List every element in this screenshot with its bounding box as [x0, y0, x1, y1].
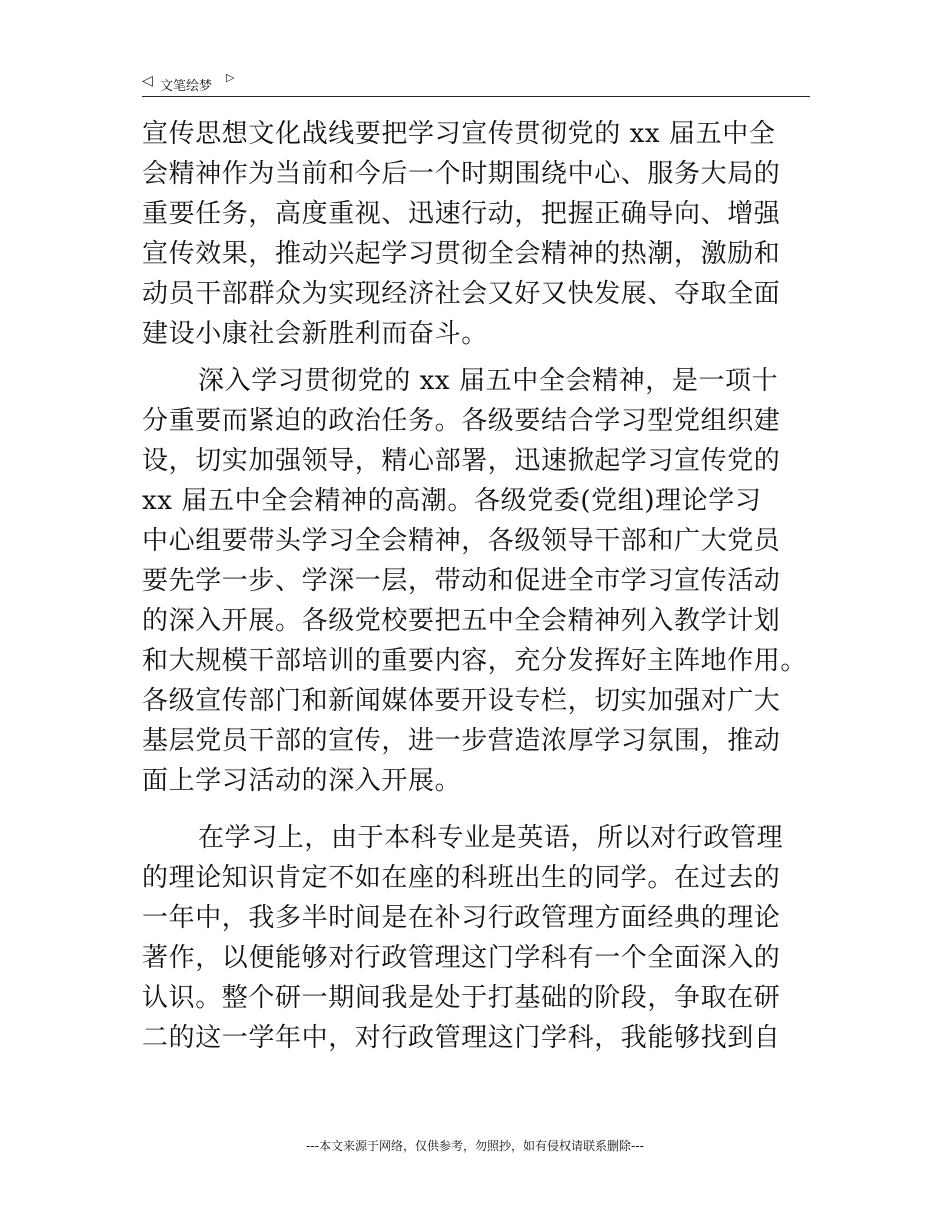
paragraph-2-line: 分重要而紧迫的政治任务。各级要结合学习型党组织建 — [142, 406, 781, 436]
paragraph-3-line: 一年中，我多半时间是在补习行政管理方面经典的理论 — [142, 903, 781, 933]
paragraph-2-line: 基层党员干部的宣传，进一步营造浓厚学习氛围，推动 — [142, 726, 781, 756]
paragraph-1-line: 重要任务，高度重视、迅速行动，把握正确导向、增强 — [142, 199, 781, 229]
paragraph-3-line: 在学习上，由于本科专业是英语，所以对行政管理 — [198, 823, 784, 853]
paragraph-2-line: 各级宣传部门和新闻媒体要开设专栏，切实加强对广大 — [142, 686, 781, 716]
paragraph-1-line: 建设小康社会新胜利而奋斗。 — [142, 319, 488, 349]
paragraph-2-line: xx 届五中全会精神的高潮。各级党委(党组)理论学习 — [142, 486, 762, 516]
paragraph-3-line: 的理论知识肯定不如在座的科班出生的同学。在过去的 — [142, 863, 781, 893]
paragraph-2-line: 面上学习活动的深入开展。 — [142, 766, 462, 796]
header-brand: 文笔绘梦 — [160, 79, 213, 94]
paragraph-2-line: 设，切实加强领导，精心部署，迅速掀起学习宣传党的 — [142, 446, 781, 476]
paragraph-1-line: 会精神作为当前和今后一个时期围绕中心、服务大局的 — [142, 159, 781, 189]
paragraph-1-line: 动员干部群众为实现经济社会又好又快发展、夺取全面 — [142, 279, 781, 309]
page-footer: ---本文来源于网络，仅供参考，勿照抄，如有侵权请联系删除--- — [306, 1139, 644, 1153]
triangle-left-icon: ◁ — [142, 73, 153, 89]
triangle-right-icon: ▷ — [226, 71, 235, 84]
page-header — [142, 70, 810, 97]
paragraph-2-line: 和大规模干部培训的重要内容，充分发挥好主阵地作用。 — [142, 646, 808, 676]
paragraph-3-line: 二的这一学年中，对行政管理这门学科，我能够找到自 — [142, 1023, 781, 1053]
paragraph-1-line: 宣传思想文化战线要把学习宣传贯彻党的 xx 届五中全 — [142, 119, 776, 149]
paragraph-3-line: 著作，以便能够对行政管理这门学科有一个全面深入的 — [142, 943, 781, 973]
paragraph-2-line: 深入学习贯彻党的 xx 届五中全会精神，是一项十 — [198, 366, 779, 396]
paragraph-2-line: 要先学一步、学深一层，带动和促进全市学习宣传活动 — [142, 566, 781, 596]
paragraph-2-line: 中心组要带头学习全会精神，各级领导干部和广大党员 — [142, 526, 781, 556]
paragraph-2-line: 的深入开展。各级党校要把五中全会精神列入教学计划 — [142, 606, 781, 636]
paragraph-1-line: 宣传效果，推动兴起学习贯彻全会精神的热潮，激励和 — [142, 239, 781, 269]
paragraph-3-line: 认识。整个研一期间我是处于打基础的阶段，争取在研 — [142, 983, 781, 1013]
